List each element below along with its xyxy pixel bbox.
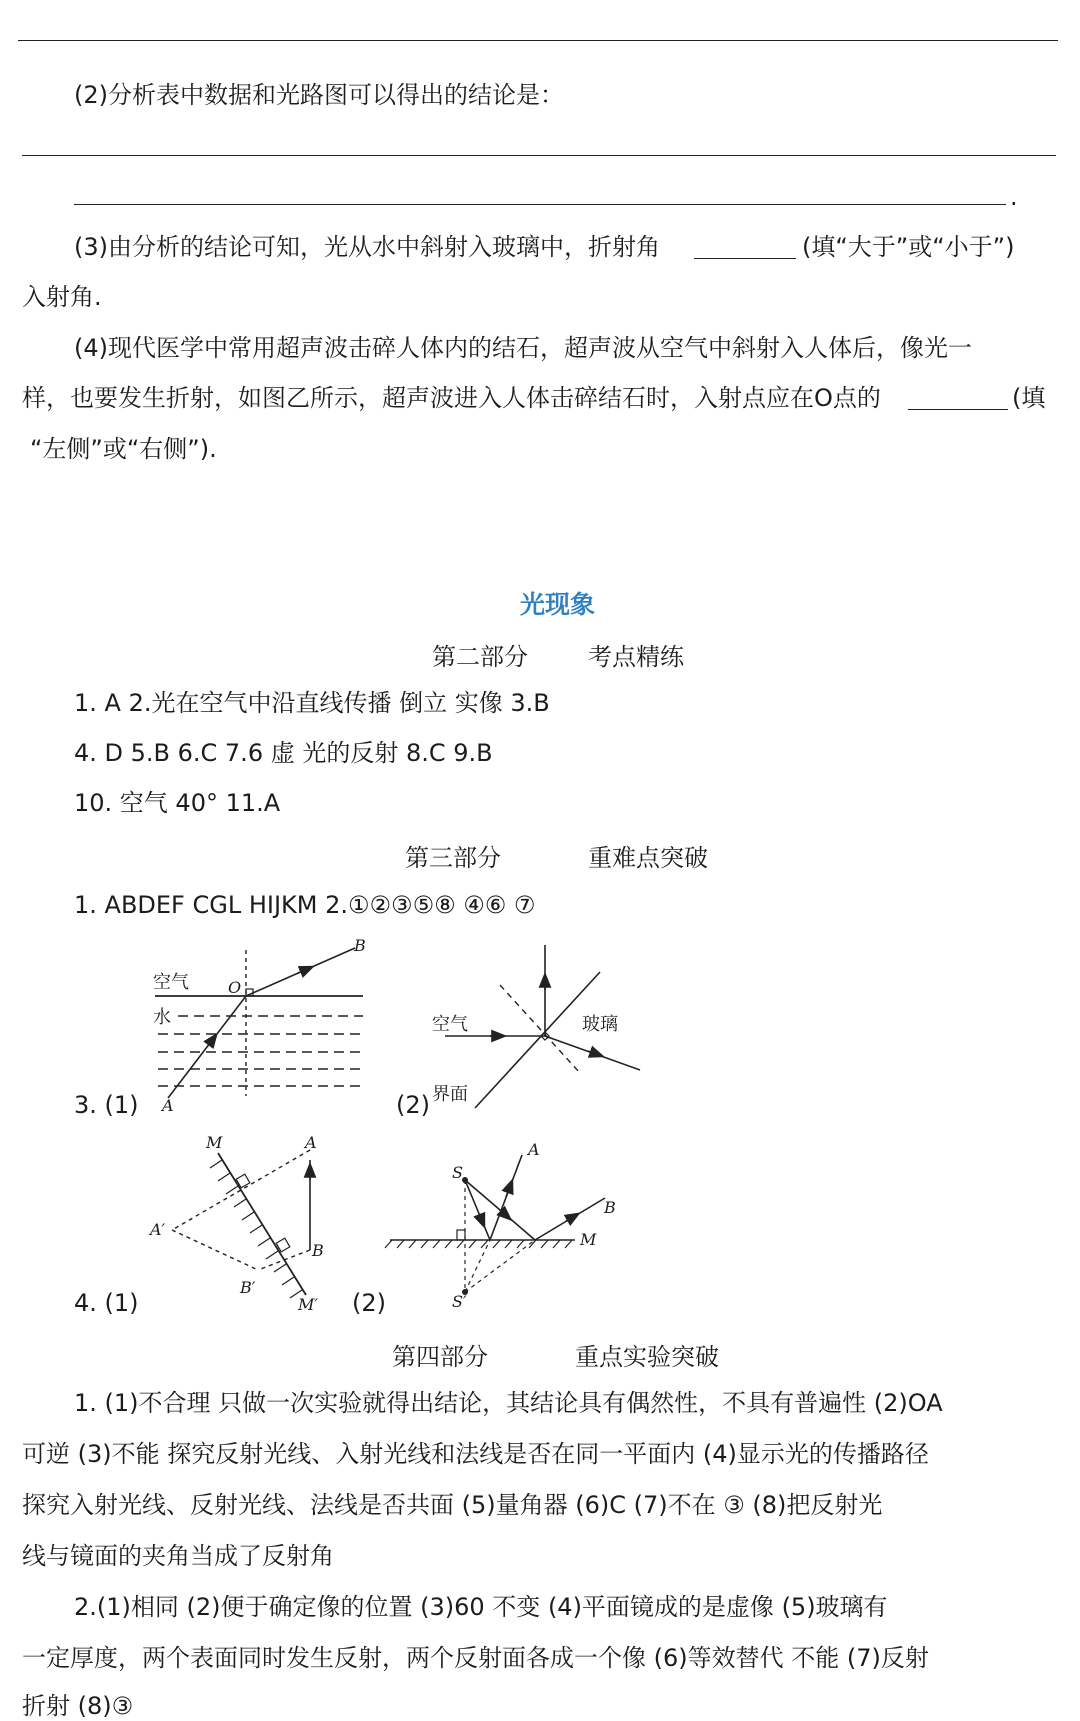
fig4-label-B-prime: B′ — [240, 1278, 256, 1297]
question-4-line-3: “左侧”或“右侧”). — [30, 435, 217, 463]
question-3-blank[interactable] — [694, 258, 796, 259]
part3-line-1: 1. ABDEF CGL HIJKM 2.①②③⑤⑧ ④⑥ ⑦ — [74, 891, 536, 919]
fig4-label-M: M — [206, 1133, 223, 1152]
fig4-2-label-S-prime: S′ — [452, 1292, 467, 1311]
fig3-label-A: A — [162, 1096, 174, 1115]
fig4-label-B: B — [312, 1241, 324, 1260]
fig4-label-A: A — [305, 1133, 317, 1152]
part2-line-1: 1. A 2.光在空气中沿直线传播 倒立 实像 3.B — [74, 689, 550, 717]
figure-3-2-label: (2) — [396, 1091, 430, 1119]
question-3-part-b: (填“大于”或“小于”) — [802, 233, 1015, 261]
part2-line-3: 10. 空气 40° 11.A — [74, 789, 281, 817]
part4-q1-line-4: 线与镜面的夹角当成了反射角 — [22, 1542, 334, 1570]
figure-4-2-point-source-reflection — [380, 1135, 610, 1315]
part2-name: 考点精练 — [588, 643, 684, 671]
answer-blank-line-2[interactable] — [74, 204, 1006, 205]
answer-blank-line-1[interactable] — [22, 155, 1056, 156]
part3-name: 重难点突破 — [588, 844, 708, 872]
part3-number: 第三部分 — [405, 844, 501, 872]
part4-q2-line-2: 一定厚度，两个表面同时发生反射，两个反射面各成一个像 (6)等效替代 不能 (7)反射 — [22, 1644, 929, 1672]
question-4-line-1: (4)现代医学中常用超声波击碎人体内的结石，超声波从空气中斜射入人体后，像光一 — [74, 334, 972, 362]
fig3-2-label-air: 空气 — [432, 1014, 468, 1035]
fig4-2-label-M: M — [580, 1230, 597, 1249]
answers-title: 光现象 — [520, 590, 596, 619]
question-4-line-2-b: (填 — [1012, 384, 1046, 412]
part4-q2-line-3: 折射 (8)③ — [22, 1692, 134, 1720]
fig4-label-A-prime: A′ — [150, 1220, 166, 1239]
fig3-label-B: B — [354, 936, 366, 955]
part2-line-2: 4. D 5.B 6.C 7.6 虚 光的反射 8.C 9.B — [74, 739, 493, 767]
fig3-label-air: 空气 — [153, 972, 189, 993]
part4-number: 第四部分 — [392, 1343, 488, 1371]
fig3-2-label-interface: 界面 — [432, 1084, 468, 1105]
question-3-line-2: 入射角. — [22, 283, 102, 311]
part4-name: 重点实验突破 — [575, 1343, 719, 1371]
question-4-line-2-a: 样，也要发生折射，如图乙所示，超声波进入人体击碎结石时，入射点应在O点的 — [22, 384, 881, 412]
fig3-2-label-glass: 玻璃 — [582, 1014, 618, 1035]
figure-3-1-refraction-water-air — [140, 935, 380, 1110]
fig3-label-water: 水 — [153, 1007, 171, 1028]
fig4-2-label-B: B — [604, 1198, 616, 1217]
figure-4-label: 4. (1) — [74, 1289, 139, 1317]
figure-3-label: 3. (1) — [74, 1091, 139, 1119]
fig4-label-M-prime: M′ — [298, 1295, 319, 1314]
figure-4-2-label: (2) — [352, 1289, 386, 1317]
part4-q1-line-2: 可逆 (3)不能 探究反射光线、入射光线和法线是否在同一平面内 (4)显示光的传播路径 — [22, 1440, 929, 1468]
fig4-2-label-S: S — [452, 1163, 463, 1182]
fig4-2-label-A: A — [528, 1140, 540, 1159]
question-2: (2)分析表中数据和光路图可以得出的结论是： — [74, 81, 564, 109]
fig3-label-O: O — [228, 978, 242, 997]
part4-q1-line-3: 探究入射光线、反射光线、法线是否共面 (5)量角器 (6)C (7)不在 ③ (8)把反射光 — [22, 1491, 883, 1519]
question-2-period: . — [1010, 183, 1018, 211]
part4-q1-line-1: 1. (1)不合理 只做一次实验就得出结论，其结论具有偶然性，不具有普遍性 (2)OA — [74, 1389, 943, 1417]
top-rule — [18, 40, 1058, 41]
question-3-part-a: (3)由分析的结论可知，光从水中斜射入玻璃中，折射角 — [74, 233, 660, 261]
part2-number: 第二部分 — [432, 643, 528, 671]
question-4-blank[interactable] — [908, 409, 1008, 410]
part4-q2-line-1: 2.(1)相同 (2)便于确定像的位置 (3)60 不变 (4)平面镜成的是虚像 (5)玻璃有 — [74, 1593, 888, 1621]
